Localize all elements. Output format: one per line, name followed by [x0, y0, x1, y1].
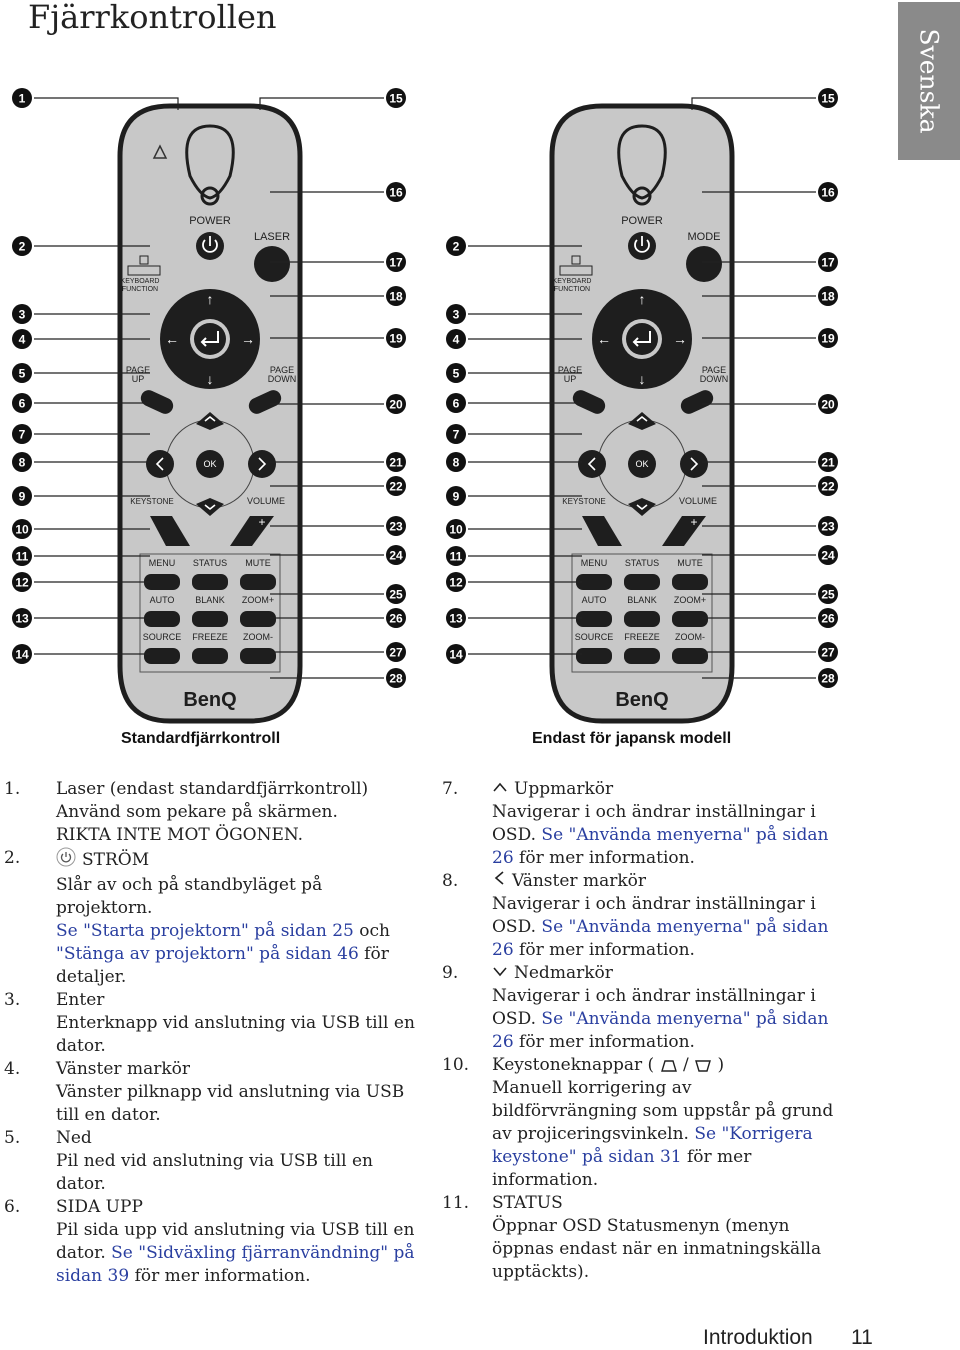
description-text: för mer information. [513, 1032, 695, 1052]
description-text: dator. [56, 1243, 112, 1263]
description-text: bildförvrängning som uppstår på grund [492, 1101, 834, 1121]
item-description-line [492, 1146, 862, 1169]
description-text: Slår av och på standbyläget på projektorn. [56, 875, 323, 918]
list-item [442, 778, 862, 870]
callout-8-label: 8 [452, 455, 460, 470]
callout-21-label: 21 [821, 455, 835, 470]
callout-22-label: 22 [389, 479, 403, 494]
callout-11-label: 11 [449, 549, 463, 564]
callout-10-label: 10 [449, 522, 463, 537]
item-description-line [492, 1100, 862, 1123]
button-freeze [624, 648, 660, 664]
list-item [4, 847, 424, 989]
volume-label: VOLUME [678, 496, 718, 506]
item-description-line [56, 1242, 424, 1265]
item-title-text: Vänster markör [512, 871, 646, 891]
benq-logo: BenQ [183, 689, 237, 711]
arrow-up-icon: ↑ [206, 291, 214, 307]
button-auto [144, 611, 180, 627]
callout-7-label: 7 [18, 427, 26, 442]
laser-mode-label: LASER [253, 231, 291, 243]
item-number: 2. [4, 848, 21, 868]
button-label-menu: MENU [148, 558, 176, 568]
item-description-line [492, 1238, 862, 1261]
cross-reference-link[interactable]: "Stänga av projektorn" på sidan 46 [56, 944, 359, 964]
keystone-label: KEYSTONE [130, 497, 174, 506]
arrow-right-icon: → [673, 331, 687, 347]
button-freeze [192, 648, 228, 664]
item-title [56, 778, 424, 801]
callout-26-label: 26 [389, 611, 403, 626]
cross-reference-link[interactable]: Se "Använda menyerna" på sidan [541, 825, 829, 845]
description-text: Navigerar i och ändrar inställningar i [492, 894, 816, 914]
description-text: Navigerar i och ändrar inställningar i [492, 802, 816, 822]
callout-1-label: 1 [18, 91, 26, 106]
description-text: för [358, 944, 389, 964]
callout-10-label: 10 [15, 522, 29, 537]
item-number: 11. [442, 1193, 470, 1213]
button-label-freeze: FREEZE [192, 632, 228, 642]
language-tab-label: Svenska [914, 28, 944, 134]
callout-9-label: 9 [452, 489, 460, 504]
button-mute [672, 574, 708, 590]
japanese-remote-caption: Endast för japansk modell [532, 730, 732, 747]
item-title [56, 1127, 424, 1150]
callout-11-label: 11 [15, 549, 29, 564]
item-title-text: Laser (endast standardfjärrkontroll) [56, 779, 369, 799]
callout-16-label: 16 [389, 185, 403, 200]
item-title-text: Ned [56, 1128, 92, 1148]
description-text: dator. [56, 1174, 106, 1194]
callout-28-label: 28 [389, 671, 403, 686]
callout-13-label: 13 [449, 611, 463, 626]
callout-7-label: 7 [452, 427, 460, 442]
item-number: 1. [4, 779, 21, 799]
item-description-line [56, 1012, 424, 1035]
description-text: detaljer. [56, 967, 127, 987]
enter-button [194, 323, 226, 355]
button-label-menu: MENU [580, 558, 608, 568]
callout-2-label: 2 [18, 239, 26, 254]
list-item [442, 1054, 862, 1192]
item-description-line [492, 847, 862, 870]
button-label-status: STATUS [624, 558, 660, 568]
button-label-zoom: ZOOM- [243, 632, 273, 642]
callout-14-label: 14 [15, 647, 29, 662]
page-down-label-2: DOWN [267, 374, 297, 384]
item-description-line [492, 801, 862, 824]
caret-up-icon [492, 778, 508, 801]
cross-reference-link[interactable]: sidan 39 [56, 1266, 130, 1286]
description-text: RIKTA INTE MOT ÖGONEN. [56, 825, 304, 845]
cross-reference-link[interactable]: keystone" på sidan 31 [492, 1147, 682, 1167]
keystone-label: KEYSTONE [562, 497, 606, 506]
cross-reference-link[interactable]: 26 [492, 1032, 514, 1052]
cross-reference-link[interactable]: Se "Sidväxling fjärranvändning" på [111, 1243, 415, 1263]
nav-left-button [146, 450, 174, 478]
description-text: dator. [56, 1036, 106, 1056]
list-item [4, 989, 424, 1058]
callout-9-label: 9 [18, 489, 26, 504]
arrow-right-icon: → [241, 331, 255, 347]
description-text: för mer information. [513, 940, 695, 960]
nav-right-button [248, 450, 276, 478]
keystone-down-icon [694, 1059, 712, 1073]
item-description-line [56, 920, 424, 943]
callout-15-label: 15 [821, 91, 835, 106]
button-label-auto: AUTO [149, 595, 175, 605]
button-source [144, 648, 180, 664]
description-text: för mer information. [513, 848, 695, 868]
item-description-line [492, 1261, 862, 1284]
volume-label: VOLUME [246, 496, 286, 506]
item-title [492, 962, 862, 985]
item-number: 7. [442, 779, 459, 799]
button-label-source: SOURCE [574, 632, 614, 642]
item-title-text: STRÖM [82, 850, 150, 870]
laser-mode-button [686, 246, 722, 282]
caret-down-icon [492, 962, 508, 985]
description-text: för mer information. [129, 1266, 311, 1286]
list-item [4, 778, 424, 847]
list-item [4, 1127, 424, 1196]
arrow-left-icon: ← [597, 331, 611, 347]
item-description-line [56, 1035, 424, 1058]
item-title-text: STATUS [492, 1193, 563, 1213]
button-blank [624, 611, 660, 627]
item-description-line [56, 1219, 424, 1242]
item-description-line [56, 966, 424, 989]
item-description-line [56, 801, 424, 824]
callout-22-label: 22 [821, 479, 835, 494]
arrow-up-icon: ↑ [638, 291, 646, 307]
item-description-line [492, 1008, 862, 1031]
button-label-zoom: ZOOM+ [241, 595, 275, 605]
button-label-mute: MUTE [677, 558, 703, 568]
callout-25-label: 25 [821, 587, 835, 602]
cross-reference-link[interactable]: Se "Använda menyerna" på sidan [541, 917, 829, 937]
description-text: OSD. [492, 1009, 542, 1029]
cross-reference-link[interactable]: Se "Korrigera [694, 1124, 813, 1144]
keyboard-label-2: FUNCTION [121, 286, 159, 293]
list-item [4, 1058, 424, 1127]
button-label-blank: BLANK [627, 595, 657, 605]
item-description-line [56, 1104, 424, 1127]
button-auto [576, 611, 612, 627]
callout-24-label: 24 [821, 548, 835, 563]
callout-8-label: 8 [18, 455, 26, 470]
description-text: Enterknapp vid anslutning via USB till en [56, 1013, 415, 1033]
callout-2-label: 2 [452, 239, 460, 254]
laser-mode-label: MODE [687, 231, 721, 243]
item-number: 8. [442, 871, 459, 891]
list-item [442, 962, 862, 1054]
item-description-line [56, 1081, 424, 1104]
item-title [56, 1058, 424, 1081]
item-description-line [492, 1077, 862, 1100]
page-title: Fjärrkontrollen [28, 0, 277, 36]
item-title [492, 778, 862, 801]
item-description-line [492, 1031, 862, 1054]
callout-13-label: 13 [15, 611, 29, 626]
button-zoom [240, 611, 276, 627]
item-title [492, 1192, 862, 1215]
button-mute [240, 574, 276, 590]
leader-15 [260, 98, 384, 110]
page-down-label-1: PAGE [701, 365, 727, 375]
list-item [442, 1192, 862, 1284]
button-blank [192, 611, 228, 627]
description-text: Öppnar OSD Statusmenyn (menyn [492, 1216, 790, 1236]
enter-button [626, 323, 658, 355]
keystone-up-icon [660, 1059, 678, 1073]
item-description-line [492, 824, 862, 847]
standard-remote-illustration [0, 86, 440, 711]
keyboard-label-1: KEYBOARD [120, 278, 160, 285]
button-status [192, 574, 228, 590]
keyboard-label-2: FUNCTION [553, 286, 591, 293]
cross-reference-link[interactable]: Se "Använda menyerna" på sidan [541, 1009, 829, 1029]
item-title-text: Enter [56, 990, 105, 1010]
keyboard-label-1: KEYBOARD [552, 278, 592, 285]
item-description-line [56, 1173, 424, 1196]
callout-28-label: 28 [821, 671, 835, 686]
description-text: öppnas endast när en inmatningskälla [492, 1239, 822, 1259]
callout-5-label: 5 [18, 366, 26, 381]
description-text: Manuell korrigering av [492, 1078, 692, 1098]
button-label-zoom: ZOOM- [675, 632, 705, 642]
volume-plus-icon: + [690, 515, 698, 529]
callout-19-label: 19 [821, 331, 835, 346]
benq-logo: BenQ [615, 689, 669, 711]
power-icon [56, 847, 76, 874]
button-label-zoom: ZOOM+ [673, 595, 707, 605]
callout-4-label: 4 [18, 332, 26, 347]
callout-6-label: 6 [18, 396, 26, 411]
volume-plus-icon: + [258, 515, 266, 529]
button-zoom [672, 611, 708, 627]
description-text: Vänster pilknapp vid anslutning via USB [56, 1082, 405, 1102]
description-text: för mer [681, 1147, 752, 1167]
description-text: och [353, 921, 390, 941]
item-number: 10. [442, 1055, 470, 1075]
description-text: information. [492, 1170, 599, 1190]
item-description-line [492, 1123, 862, 1146]
power-label: POWER [189, 215, 231, 227]
item-list-right [442, 778, 862, 1284]
item-description-line [492, 939, 862, 962]
item-description-line [56, 943, 424, 966]
button-label-status: STATUS [192, 558, 228, 568]
laser-mode-button [254, 246, 290, 282]
description-text: till en dator. [56, 1105, 161, 1125]
callout-27-label: 27 [389, 645, 403, 660]
callout-24-label: 24 [389, 548, 403, 563]
nav-left-button [578, 450, 606, 478]
page-down-label-2: DOWN [699, 374, 729, 384]
callout-12-label: 12 [15, 575, 29, 590]
callout-18-label: 18 [389, 289, 403, 304]
item-number: 5. [4, 1128, 21, 1148]
callout-3-label: 3 [452, 307, 460, 322]
item-title [56, 1196, 424, 1219]
description-text: OSD. [492, 825, 542, 845]
callout-4-label: 4 [452, 332, 460, 347]
callout-16-label: 16 [821, 185, 835, 200]
button-zoom [672, 648, 708, 664]
arrow-down-icon: ↓ [638, 371, 646, 387]
button-zoom [240, 648, 276, 664]
description-text: Använd som pekare på skärmen. [56, 802, 338, 822]
cross-reference-link[interactable]: 26 [492, 940, 514, 960]
arrow-left-icon: ← [165, 331, 179, 347]
button-label-auto: AUTO [581, 595, 607, 605]
list-item [4, 1196, 424, 1288]
callout-27-label: 27 [821, 645, 835, 660]
page-up-label-2: UP [131, 374, 145, 384]
callout-19-label: 19 [389, 331, 403, 346]
keystone-title: Keystoneknappar ( / ) [492, 1055, 725, 1075]
callout-6-label: 6 [452, 396, 460, 411]
nav-right-button [680, 450, 708, 478]
item-description-line [56, 824, 424, 847]
item-number: 4. [4, 1059, 21, 1079]
item-description-line [492, 893, 862, 916]
description-text: Navigerar i och ändrar inställningar i [492, 986, 816, 1006]
item-title [56, 847, 424, 874]
ok-label: OK [203, 459, 217, 469]
callout-17-label: 17 [389, 255, 403, 270]
button-label-blank: BLANK [195, 595, 225, 605]
callout-20-label: 20 [821, 397, 835, 412]
description-text: upptäckts). [492, 1262, 590, 1282]
description-text: Pil sida upp vid anslutning via USB till en [56, 1220, 415, 1240]
item-title-text: Uppmarkör [514, 779, 614, 799]
description-text: OSD. [492, 917, 542, 937]
button-status [624, 574, 660, 590]
description-text: Pil ned vid anslutning via USB till en [56, 1151, 373, 1171]
callout-26-label: 26 [821, 611, 835, 626]
button-source [576, 648, 612, 664]
leader-15 [692, 98, 816, 110]
item-number: 6. [4, 1197, 21, 1217]
power-label: POWER [621, 215, 663, 227]
item-title [492, 1054, 862, 1077]
callout-25-label: 25 [389, 587, 403, 602]
item-description-line [492, 985, 862, 1008]
callout-21-label: 21 [389, 455, 403, 470]
item-title-text: Nedmarkör [514, 963, 613, 983]
callout-3-label: 3 [18, 307, 26, 322]
item-description-line [492, 1169, 862, 1192]
callout-23-label: 23 [821, 519, 835, 534]
standard-remote-caption: Standardfjärrkontroll [121, 730, 281, 747]
page-up-label-2: UP [563, 374, 577, 384]
footer-section: Introduktion [703, 1326, 813, 1349]
item-number: 9. [442, 963, 459, 983]
item-title [492, 870, 862, 893]
callout-18-label: 18 [821, 289, 835, 304]
item-title [56, 989, 424, 1012]
page-number: 11 [851, 1326, 873, 1349]
callout-14-label: 14 [449, 647, 463, 662]
list-item [442, 870, 862, 962]
item-number: 3. [4, 990, 21, 1010]
item-title-text: Vänster markör [56, 1059, 190, 1079]
button-label-freeze: FREEZE [624, 632, 660, 642]
item-description-line [56, 1265, 424, 1288]
description-text: av projiceringsvinkeln. [492, 1124, 695, 1144]
page-up-label-1: PAGE [125, 365, 151, 375]
ok-label: OK [635, 459, 649, 469]
item-title-text: SIDA UPP [56, 1197, 143, 1217]
caret-left-icon [492, 870, 506, 893]
cross-reference-link[interactable]: Se "Starta projektorn" på sidan 25 [56, 921, 354, 941]
item-description-line [492, 1215, 862, 1238]
callout-15-label: 15 [389, 91, 403, 106]
item-description-line [56, 1150, 424, 1173]
callout-17-label: 17 [821, 255, 835, 270]
item-list-left [4, 778, 424, 1288]
callout-12-label: 12 [449, 575, 463, 590]
callout-5-label: 5 [452, 366, 460, 381]
arrow-down-icon: ↓ [206, 371, 214, 387]
cross-reference-link[interactable]: 26 [492, 848, 514, 868]
language-tab [898, 2, 960, 160]
japanese-remote-illustration [432, 86, 872, 711]
page-down-label-1: PAGE [269, 365, 295, 375]
callout-23-label: 23 [389, 519, 403, 534]
item-description-line [56, 874, 424, 920]
page-up-label-1: PAGE [557, 365, 583, 375]
item-description-line [492, 916, 862, 939]
button-label-mute: MUTE [245, 558, 271, 568]
callout-20-label: 20 [389, 397, 403, 412]
button-label-source: SOURCE [142, 632, 182, 642]
